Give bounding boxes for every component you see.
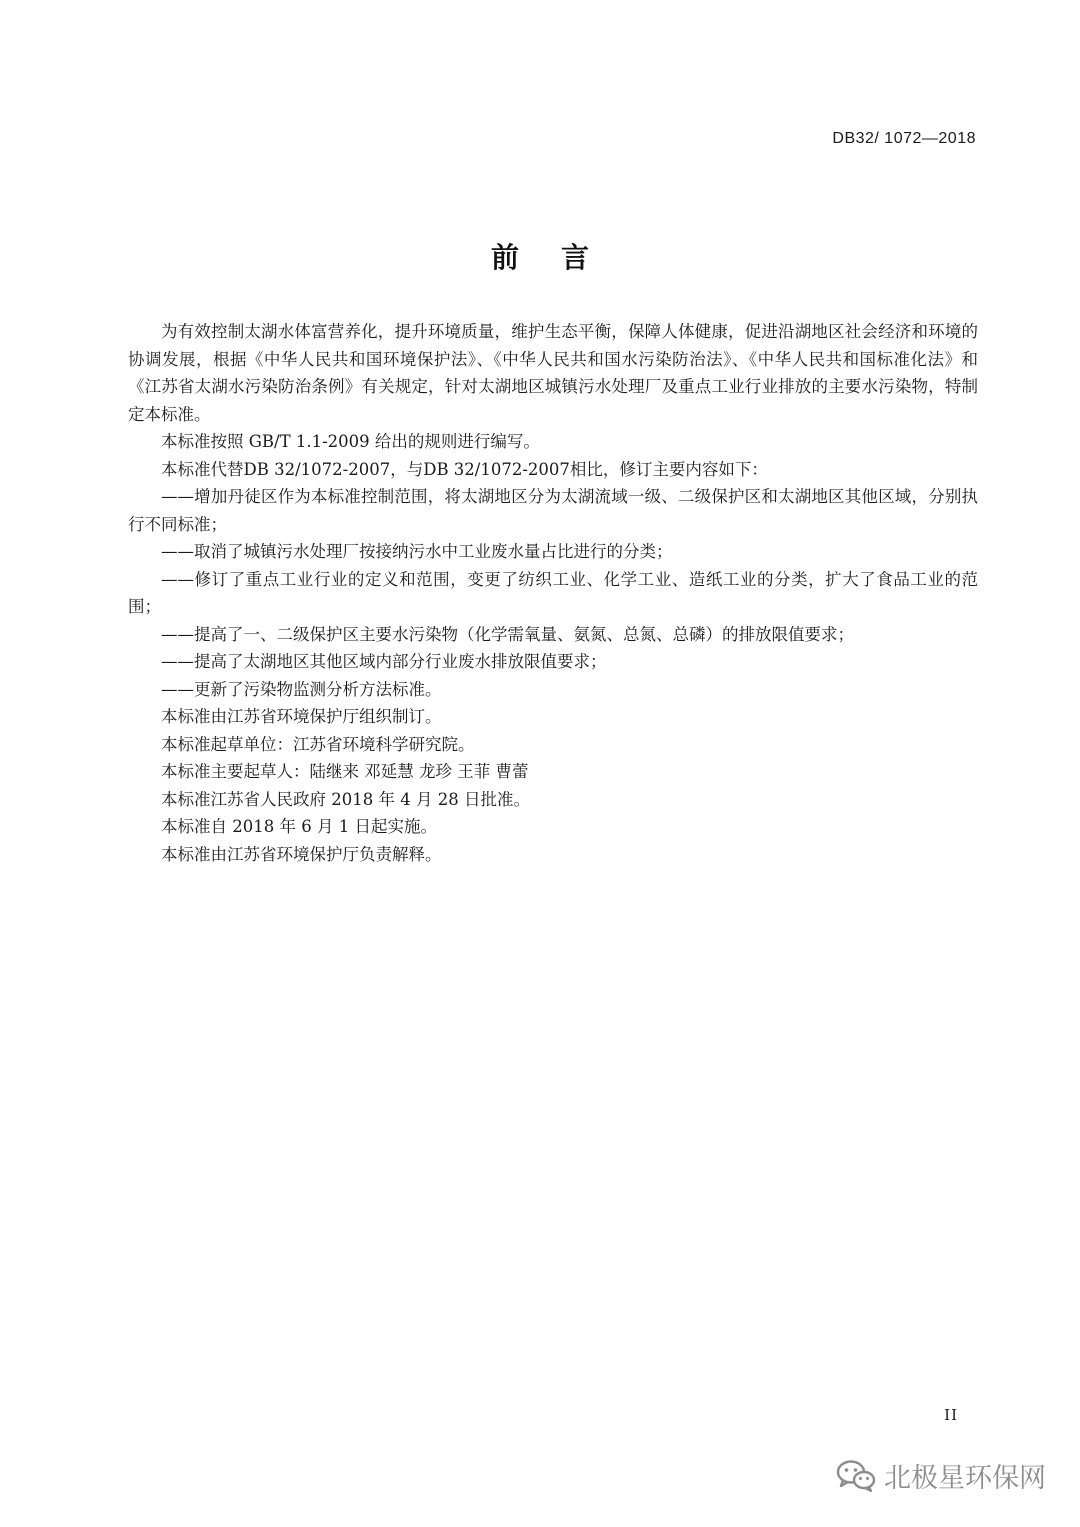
paragraph: 本标准自 2018 年 6 月 1 日起实施。 [161,817,437,836]
revision-item: ——更新了污染物监测分析方法标准。 [161,679,442,699]
watermark-text: 北极星环保网 [884,1463,1046,1494]
page-number: II [944,1406,958,1424]
page-title: 前言 [490,241,631,274]
watermark [836,1456,1046,1495]
revision-item: ——修订了重点工业行业的定义和范围，变更了纺织工业、化学工业、造纸工业的分类，扩大了食品工业的范围； [128,569,978,616]
revision-item: ——提高了一、二级保护区主要水污染物（化学需氧量、氨氮、总氮、总磷）的排放限值要求； [161,624,854,644]
foreword-body [128,318,978,868]
paragraph: 本标准代替DB 32/1072-2007，与DB 32/1072-2007相比，修订主要内容如下： [161,459,768,479]
revision-item: ——提高了太湖地区其他区域内部分行业废水排放限值要求； [161,652,607,671]
paragraph: 本标准主要起草人：陆继来 邓延慧 龙珍 王菲 曹蕾 [161,762,529,781]
wechat-icon [836,1459,876,1493]
revision-item: ——取消了城镇污水处理厂按接纳污水中工业废水量占比进行的分类； [161,542,673,561]
paragraph: 本标准按照 GB/T 1.1-2009 给出的规则进行编写。 [161,432,540,451]
paragraph: 本标准江苏省人民政府 2018 年 4 月 28 日批准。 [161,789,530,809]
paragraph: 为有效控制太湖水体富营养化，提升环境质量，维护生态平衡，保障人体健康，促进沿湖地区社会经济和环境的协调发展，根据《中华人民共和国环境保护法》、《中华人民共和国水污染防治法》、《中华人民共和国标准化法》和《江苏省太湖水污染防治条例》有关规定，针对太湖地区城镇污水处理厂及重点工业行业排放的主要水污染物，特制定本标准。 [128,322,978,424]
paragraph: 本标准起草单位：江苏省环境科学研究院。 [161,734,475,754]
document-code: DB32/ 1072—2018 [832,130,976,147]
paragraph: 本标准由江苏省环境保护厅负责解释。 [161,844,442,864]
revision-item: ——增加丹徒区作为本标准控制范围，将太湖地区分为太湖流域一级、二级保护区和太湖地区其他区域，分别执行不同标准； [128,487,978,534]
paragraph: 本标准由江苏省环境保护厅组织制订。 [161,707,442,726]
